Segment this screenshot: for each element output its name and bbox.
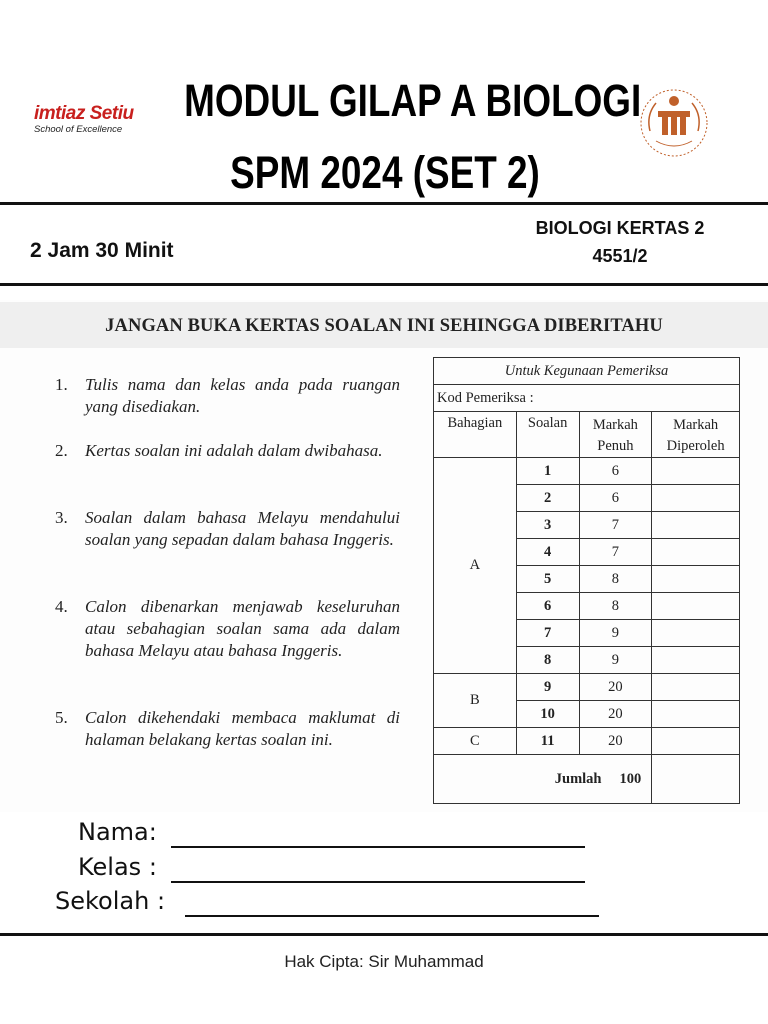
instruction-number: 3. xyxy=(55,508,68,527)
obtained-mark-cell[interactable] xyxy=(652,674,740,701)
instruction-item xyxy=(55,596,400,662)
instruction-item xyxy=(55,707,400,751)
question-number: 4 xyxy=(516,539,579,566)
table-row xyxy=(434,458,740,485)
full-mark: 6 xyxy=(579,485,652,512)
instruction-text: Kertas soalan ini adalah dalam dwibahasa. xyxy=(85,441,383,460)
full-mark: 20 xyxy=(579,674,652,701)
paper-code: 4551/2 xyxy=(592,246,648,266)
full-mark: 8 xyxy=(579,593,652,620)
school-input-line[interactable] xyxy=(185,915,599,917)
header-full-mark-line2: Penuh xyxy=(597,438,634,454)
header-full-mark-line1: Markah xyxy=(592,417,638,433)
school-label: Sekolah : xyxy=(55,887,166,915)
module-title: MODUL GILAP A BIOLOGI xyxy=(184,75,642,126)
obtained-mark-cell[interactable] xyxy=(652,728,740,755)
table-title: Untuk Kegunaan Pemeriksa xyxy=(434,358,740,385)
name-input-line[interactable] xyxy=(171,846,585,848)
instruction-text: Soalan dalam bahasa Melayu mendahului soalan yang sepadan dalam bahasa Inggeris. xyxy=(85,508,400,549)
instruction-number: 2. xyxy=(55,441,68,460)
class-label: Kelas : xyxy=(78,853,157,881)
exam-duration: 2 Jam 30 Minit xyxy=(30,239,174,262)
full-mark: 7 xyxy=(579,539,652,566)
full-mark: 9 xyxy=(579,620,652,647)
question-number: 9 xyxy=(516,674,579,701)
paper-info xyxy=(514,214,726,270)
total-value: 100 xyxy=(619,770,642,787)
instruction-number: 5. xyxy=(55,708,68,727)
footer-divider xyxy=(0,933,768,936)
header-obtained-line1: Markah xyxy=(673,417,719,433)
instruction-number: 4. xyxy=(55,597,68,616)
instruction-number: 1. xyxy=(55,375,68,394)
full-mark: 20 xyxy=(579,701,652,728)
class-input-line[interactable] xyxy=(171,881,585,883)
question-number: 2 xyxy=(516,485,579,512)
header-section: Bahagian xyxy=(434,412,517,458)
section-a: A xyxy=(434,458,517,674)
instruction-text: Tulis nama dan kelas anda pada ruangan yang disediakan. xyxy=(85,375,400,416)
instruction-text: Calon dibenarkan menjawab keseluruhan atau sebahagian soalan sama ada dalam bahasa Melayu atau bahasa Inggeris. xyxy=(85,597,400,660)
total-row xyxy=(434,755,740,804)
question-number: 3 xyxy=(516,512,579,539)
question-number: 7 xyxy=(516,620,579,647)
question-number: 10 xyxy=(516,701,579,728)
total-label: Jumlah xyxy=(554,770,602,787)
obtained-mark-cell[interactable] xyxy=(652,647,740,674)
name-label: Nama: xyxy=(78,818,157,846)
question-number: 5 xyxy=(516,566,579,593)
paper-name: BIOLOGI KERTAS 2 xyxy=(535,218,705,238)
instruction-item xyxy=(55,507,400,551)
full-mark: 8 xyxy=(579,566,652,593)
question-number: 8 xyxy=(516,647,579,674)
total-cell xyxy=(434,755,652,804)
full-mark: 9 xyxy=(579,647,652,674)
header-obtained-mark xyxy=(652,412,740,458)
obtained-mark-cell[interactable] xyxy=(652,512,740,539)
full-mark: 7 xyxy=(579,512,652,539)
obtained-mark-cell[interactable] xyxy=(652,539,740,566)
instruction-item xyxy=(55,440,400,462)
module-subtitle: SPM 2024 (SET 2) xyxy=(230,147,540,198)
examiner-table xyxy=(433,357,740,804)
instruction-text: Calon dikehendaki membaca maklumat di halaman belakang kertas soalan ini. xyxy=(85,708,400,749)
header-full-mark xyxy=(579,412,652,458)
imtiaz-emblem-icon xyxy=(636,85,712,161)
table-row xyxy=(434,728,740,755)
obtained-mark-cell[interactable] xyxy=(652,701,740,728)
imtiaz-setiu-logo xyxy=(34,104,154,140)
obtained-mark-cell[interactable] xyxy=(652,566,740,593)
section-c: C xyxy=(434,728,517,755)
header-obtained-line2: Diperoleh xyxy=(666,438,725,454)
logo-brand-text: imtiaz Setiu xyxy=(34,103,134,124)
obtained-mark-cell[interactable] xyxy=(652,593,740,620)
logo-tagline: School of Excellence xyxy=(34,124,123,135)
warning-heading: JANGAN BUKA KERTAS SOALAN INI SEHINGGA DIBERITAHU xyxy=(105,316,663,336)
header-divider xyxy=(0,202,768,205)
table-row xyxy=(434,674,740,701)
obtained-mark-cell[interactable] xyxy=(652,620,740,647)
question-number: 1 xyxy=(516,458,579,485)
header-question: Soalan xyxy=(516,412,579,458)
total-obtained-cell[interactable] xyxy=(652,755,740,804)
question-number: 6 xyxy=(516,593,579,620)
examiner-code-label: Kod Pemeriksa : xyxy=(434,385,740,412)
full-mark: 20 xyxy=(579,728,652,755)
copyright-footer: Hak Cipta: Sir Muhammad xyxy=(284,952,484,971)
info-divider xyxy=(0,283,768,286)
full-mark: 6 xyxy=(579,458,652,485)
question-number: 11 xyxy=(516,728,579,755)
section-b: B xyxy=(434,674,517,728)
obtained-mark-cell[interactable] xyxy=(652,485,740,512)
obtained-mark-cell[interactable] xyxy=(652,458,740,485)
instruction-item xyxy=(55,374,400,418)
